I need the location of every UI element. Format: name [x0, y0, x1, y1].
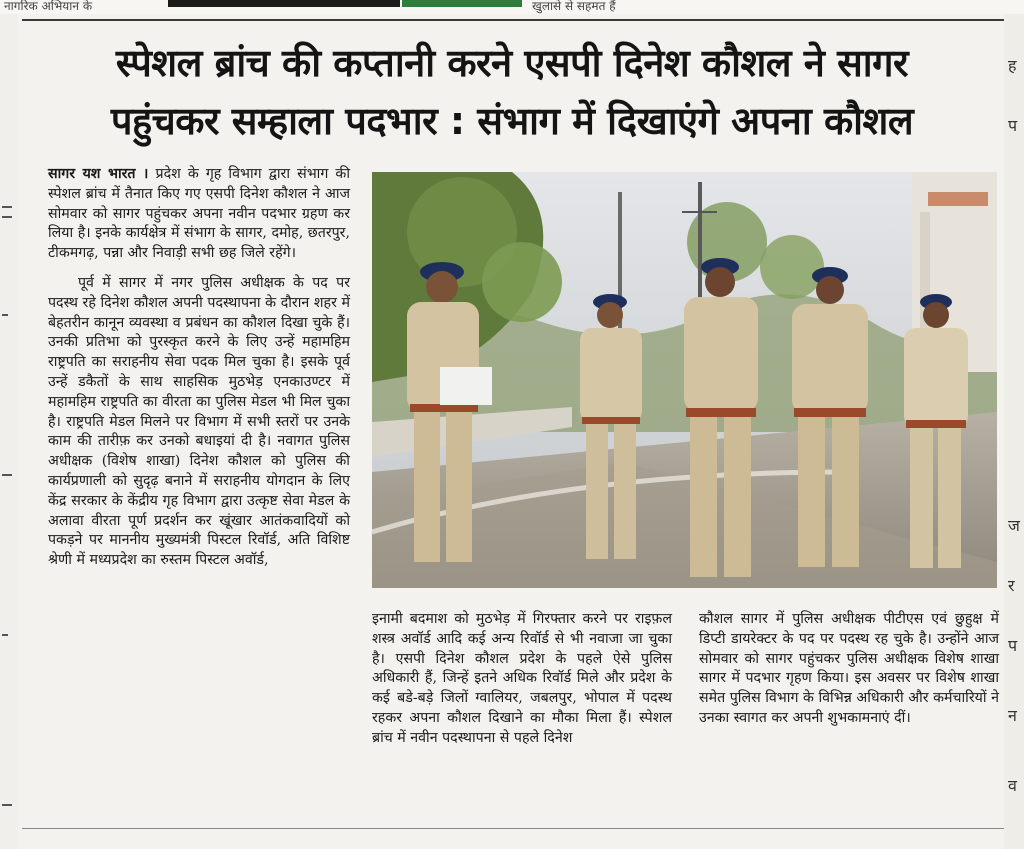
dateline: सागर यश भारत । — [48, 166, 149, 182]
column-3-text: कौशल सागर में पुलिस अधीक्षक पीटीएस एवं छुहुक्ष में डिप्टी डायरेक्टर के पद पर पदस्थ रह चुके है। उन्होंने आज सोमवार को सागर पहुंचकर पुलिस अधीक्षक विशेष शाखा सागर में पदभार गृहण किया। इस अवसर पर विशेष शाखा समेत पुलिस विभाग के विभिन्न अधिकारी और कर्मचारियों ने उनका स्वागत कर अपनी शुभकामनाएं दीं। — [699, 611, 999, 726]
headline-line-2: पहुंचकर सम्हाला पदभार : संभाग में दिखाएंगे अपना कौशल — [110, 99, 914, 143]
strip-text-right: खुलासे से सहमत हैं — [532, 0, 616, 13]
article-column-3 — [699, 610, 999, 729]
previous-article-strip — [0, 0, 1024, 14]
strip-photo-green — [402, 0, 522, 7]
paragraph-2: पूर्व में सागर में नगर पुलिस अधीक्षक के पद पर पदस्थ रहे दिनेश कौशल अपनी पदस्थापना के दौरान शहर में बेहतरीन कानून व्यवस्था व प्रबंधन का कौशल दिखा चुके हैं। उनकी प्रतिभा को पुरस्कृत करने के लिए उन्हें महामहिम राष्ट्रपति का सराहनीय सेवा पदक मिल चुका है। इसके पूर्व उन्हें डकैतों के साथ साहसिक मुठभेड़ एनकाउण्टर में महामहिम राष्ट्रपति का वीरता का पुलिस मेडल भी मिल चुका है। राष्ट्रपति मेडल मिलने पर विभाग में सभी स्तरों पर उनके काम की तारीफ़ कर उनको बधाइयां दी है। नवागत पुलिस अधीक्षक (विशेष शाखा) दिनेश कौशल को पुलिस की कार्यप्रणाली को सुदृढ़ बनाने में सराहनीय योगदान के लिए केंद्र सरकार के केंद्रीय गृह विभाग द्वारा उत्कृष्ट सेवा मेडल के अलावा वीरता पूर्ण प्रदर्शन कर खूंखार आतंकवादियों को पकड़ने पर माननीय मुख्यमंत्री पिस्टल रिवॉर्ड, अति विशिष्ट श्रेणी में मध्यप्रदेश का रुस्तम पिस्टल अवॉर्ड, — [48, 274, 350, 569]
article-top-rule — [22, 19, 1004, 21]
article-column-2 — [372, 610, 672, 749]
strip-photo-band — [168, 0, 400, 7]
column-2-text: इनामी बदमाश को मुठभेड़ में गिरफ्तार करने पर राइफ़ल शस्त्र अवॉर्ड आदि कई अन्य रिवॉर्ड से भी नवाजा जा चुका है। एसपी दिनेश कौशल प्रदेश के पहले ऐसे पुलिस अधिकारी हैं, जिन्हें इतने अधिक रिवॉर्ड मिले और प्रदेश के कई बडे-बड़े जिलों ग्वालियर, जबलपुर, भोपाल में पदस्थ रहकर अपना कौशल दिखाने का मौका मिला हैं। स्पेशल ब्रांच में नवीन पदस्थापना से पहले दिनेश — [372, 611, 672, 746]
article-column-1 — [48, 165, 350, 571]
article-photo — [372, 172, 997, 588]
headline-line-1: स्पेशल ब्रांच की कप्तानी करने एसपी दिनेश कौशल ने सागर — [115, 41, 909, 85]
paragraph-1-text: प्रदेश के गृह विभाग द्वारा संभाग की स्पेशल ब्रांच में तैनात किए गए एसपी दिनेश कौशल ने आज सोमवार को सागर पहुंचकर अपना नवीन पदभार ग्रहण कर लिया है। इनके कार्यक्षेत्र में संभाग के सागर, दमोह, छतरपुर, टीकमगढ़, पन्ना और निवाड़ी सभी छह जिले रहेंगे। — [48, 166, 350, 262]
paragraph-1 — [48, 165, 350, 264]
right-page-edge: ह प ज र प न व — [1004, 14, 1024, 849]
strip-text-left: नागरिक अभियान के — [4, 0, 93, 13]
article-bottom-rule — [22, 828, 1004, 829]
article-headline — [24, 34, 1000, 150]
left-page-edge — [0, 14, 18, 849]
